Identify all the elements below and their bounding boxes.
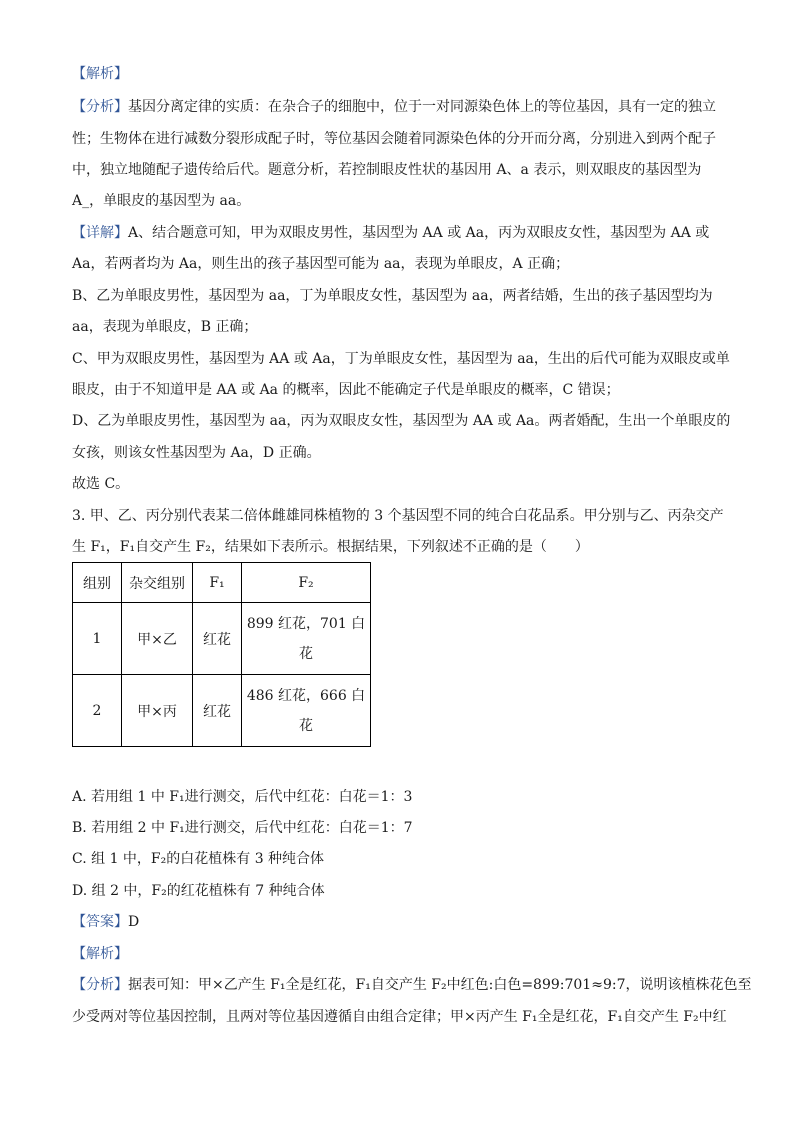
cell-f2-line1: 486 红花，666 白 xyxy=(246,687,366,704)
detail-line-7: D、乙为单眼皮男性，基因型为 aa，丙为双眼皮女性，基因型为 AA 或 Aa。两者婚配，生出一个单眼皮的 xyxy=(72,413,731,429)
cell-f1: 红花 xyxy=(193,675,242,747)
cell-group: 1 xyxy=(73,603,122,675)
option-d: D. 组 2 中，F₂的红花植株有 7 种纯合体 xyxy=(72,883,325,899)
option-a: A. 若用组 1 中 F₁进行测交，后代中红花：白花＝1：3 xyxy=(72,789,413,805)
section-tag-fenxi-2: 【分析】 xyxy=(72,977,128,993)
table-row xyxy=(73,603,371,675)
detail-line-8: 女孩，则该女性基因型为 Aa，D 正确。 xyxy=(72,445,321,461)
cell-f2 xyxy=(242,675,371,747)
detail-line-2: Aa，若两者均为 Aa，则生出的孩子基因型可能为 aa，表现为单眼皮，A 正确； xyxy=(72,256,570,272)
question-3-line-2: 生 F₁，F₁自交产生 F₂，结果如下表所示。根据结果，下列叙述不正确的是（ ） xyxy=(72,539,589,555)
header-f2: F₂ xyxy=(242,563,371,603)
detail-line-1 xyxy=(72,225,709,241)
detail-line-6: 眼皮，由于不知道甲是 AA 或 Aa 的概率，因此不能确定子代是单眼皮的概率，C 错误； xyxy=(72,382,620,398)
cell-f2-line2: 花 xyxy=(299,717,313,734)
detail-text-1: A、结合题意可知，甲为双眼皮男性，基因型为 AA 或 Aa，丙为双眼皮女性，基因型为 AA 或 xyxy=(128,225,710,241)
answer-line xyxy=(72,914,139,930)
detail-line-5: C、甲为双眼皮男性，基因型为 AA 或 Aa，丁为单眼皮女性，基因型为 aa，生出的后代可能为双眼皮或单 xyxy=(72,351,730,367)
cell-f2 xyxy=(242,603,371,675)
header-f1: F₁ xyxy=(193,563,242,603)
analysis-line-1 xyxy=(72,99,716,115)
cell-cross: 甲×丙 xyxy=(122,675,193,747)
results-table xyxy=(72,562,371,747)
detail-line-4: aa，表现为单眼皮，B 正确； xyxy=(72,319,258,335)
table-row xyxy=(73,675,371,747)
analysis-line-3: 中，独立地随配子遗传给后代。题意分析，若控制眼皮性状的基因用 A、a 表示，则双眼皮的基因型为 xyxy=(72,162,702,178)
section-tag-jiexi: 【解析】 xyxy=(72,66,128,82)
table-header-row xyxy=(73,563,371,603)
cell-group: 2 xyxy=(73,675,122,747)
cell-cross: 甲×乙 xyxy=(122,603,193,675)
section-tag-fenxi: 【分析】 xyxy=(72,99,128,115)
analysis2-line-2: 少受两对等位基因控制，且两对等位基因遵循自由组合定律；甲×丙产生 F₁全是红花，F₁自交产生 F₂中红 xyxy=(72,1009,727,1025)
section-tag-daan: 【答案】 xyxy=(72,914,128,930)
option-b: B. 若用组 2 中 F₁进行测交，后代中红花：白花＝1：7 xyxy=(72,820,413,836)
detail-line-3: B、乙为单眼皮男性，基因型为 aa，丁为单眼皮女性，基因型为 aa，两者结婚，生出的孩子基因型均为 xyxy=(72,288,713,304)
option-c: C. 组 1 中，F₂的白花植株有 3 种纯合体 xyxy=(72,851,325,867)
analysis-text-1: 基因分离定律的实质：在杂合子的细胞中，位于一对同源染色体上的等位基因，具有一定的独立 xyxy=(128,99,716,115)
header-cross: 杂交组别 xyxy=(122,563,193,603)
analysis-line-4: A_，单眼皮的基因型为 aa。 xyxy=(72,193,251,209)
cell-f2-line2: 花 xyxy=(299,645,313,662)
cell-f1: 红花 xyxy=(193,603,242,675)
question-3-line-1: 3. 甲、乙、丙分别代表某二倍体雌雄同株植物的 3 个基因型不同的纯合白花品系。甲分别与乙、丙杂交产 xyxy=(72,508,724,524)
analysis-line-2: 性；生物体在进行减数分裂形成配子时，等位基因会随着同源染色体的分开而分离，分别进入到两个配子 xyxy=(72,131,716,147)
section-tag-jiexi-2: 【解析】 xyxy=(72,946,128,962)
choice-line: 故选 C。 xyxy=(72,476,130,492)
section-tag-xiangjie: 【详解】 xyxy=(72,225,128,241)
cell-f2-line1: 899 红花，701 白 xyxy=(246,615,366,632)
analysis2-line-1 xyxy=(72,977,751,993)
answer-value: D xyxy=(128,914,140,930)
analysis2-text-1: 据表可知：甲×乙产生 F₁全是红花，F₁自交产生 F₂中红色:白色=899:701≈9:7，说明该植株花色至 xyxy=(128,977,752,993)
header-group: 组别 xyxy=(73,563,122,603)
